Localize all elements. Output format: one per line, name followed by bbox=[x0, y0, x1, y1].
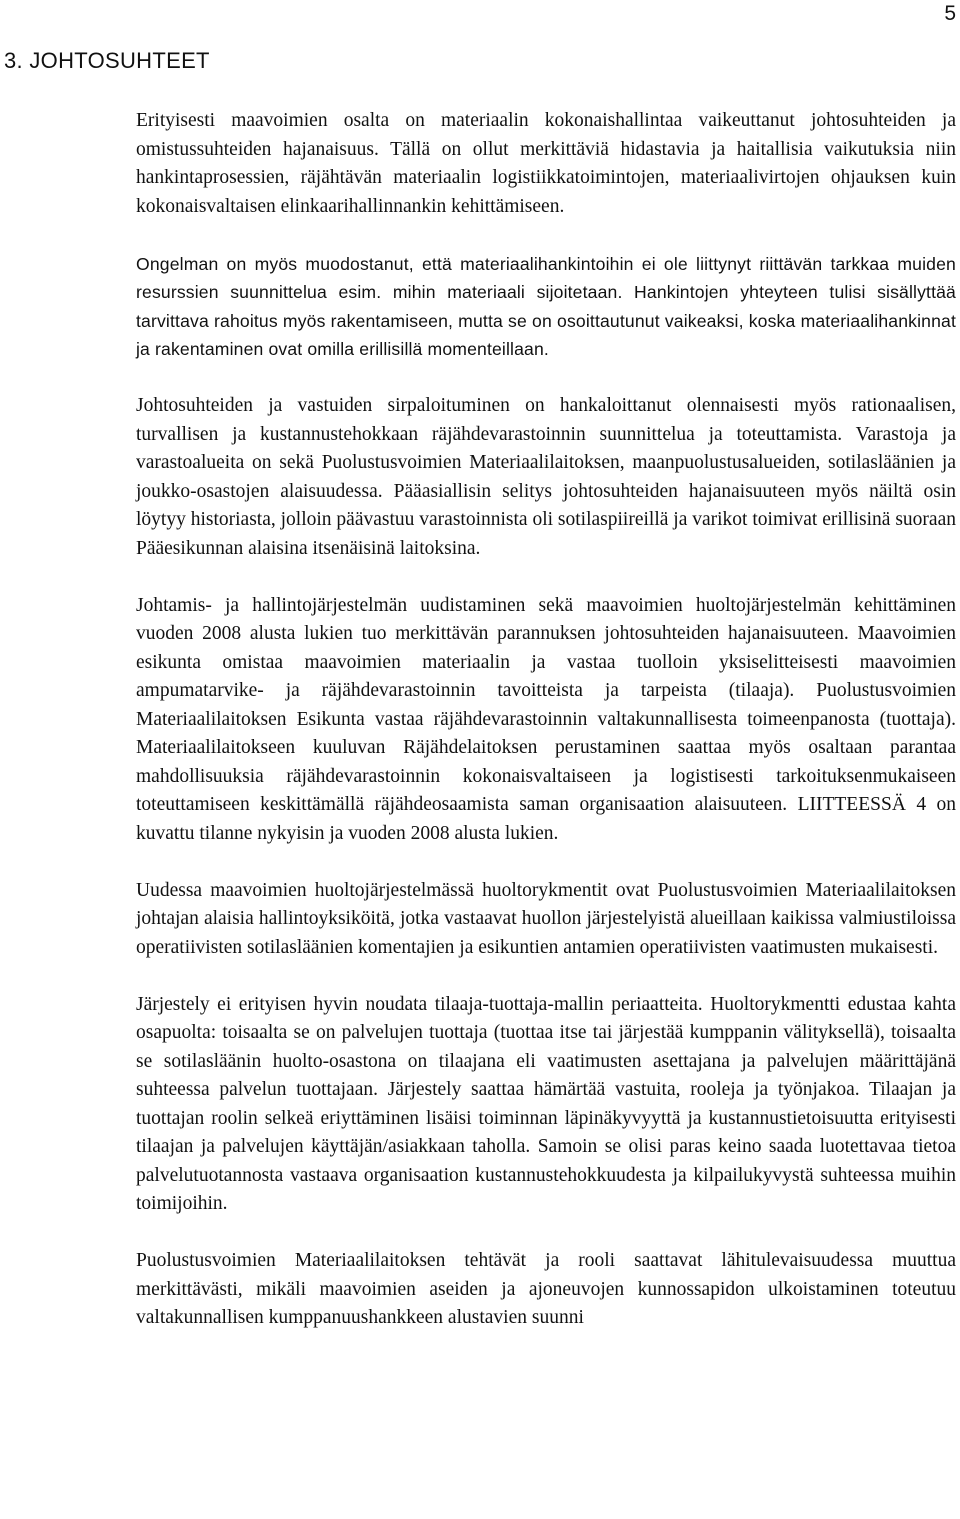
paragraph-2: Ongelman on myös muodostanut, että materiaalihankintoihin ei ole liittynyt riittävän tarkkaa muiden resurssien suunnittelua esim. mihin materiaali sijoitetaan. Hankintojen yhteyteen tulisi sisällyttää tarvittava rahoitus myös rakentamiseen, mutta se on osoittautunut vaikeaksi, koska materiaalihankinnat ja rakentaminen ovat omilla erillisillä momenteillaan. bbox=[136, 253, 956, 359]
paragraph-4: Johtamis- ja hallintojärjestelmän uudistaminen sekä maavoimien huoltojärjestelmän kehittäminen vuoden 2008 alusta lukien tuo merkittävän parannuksen johtosuhteiden hajanaisuuteen. Maavoimien esikunta omistaa maavoimien materiaalin ja vastaa tuolloin yksiselitteisesti maavoimien ampumatarvike- ja räjähdevarastoinnin tavoitteista ja tarpeista (tilaaja). Puolustusvoimien Materiaalilaitoksen Esikunta vastaa räjähdevarastoinnin valtakunnallisesta toimeenpanosta (tuottaja). Materiaalilaitokseen kuuluvan Räjähdelaitoksen perustaminen saattaa myös osaltaan parantaa mahdollisuuksia räjähdevarastoinnin kokonaisvaltaiseen ja logistisesti tarkoituksenmukaiseen toteuttamiseen keskittämällä räjähdeosaamista saman organisaation alaisuuteen. LIITTEESSÄ 4 on kuvattu tilanne nykyisin ja vuoden 2008 alusta lukien. bbox=[136, 594, 956, 844]
page-number: 5 bbox=[944, 2, 956, 25]
paragraph-1: Erityisesti maavoimien osalta on materiaalin kokonaishallintaa vaikeuttanut johtosuhteiden ja omistussuhteiden hajanaisuus. Tällä on ollut merkittäviä hidastavia ja haitallisia vaikutuksia niin hankintaprosessien, räjähtävän materiaalin logistiikkatoimintojen, materiaalivirtojen ohjauksen kuin kokonaisvaltaisen elinkaarihallinnankin kehittämiseen. bbox=[136, 110, 956, 217]
paragraph-3: Johtosuhteiden ja vastuiden sirpaloituminen on hankaloittanut olennaisesti myös rationaalisen, turvallisen ja kustannustehokkaan räjähdevarastoinnin suunnittelua ja toteuttamista. Varastoja ja varastoalueita on sekä Puolustusvoimien Materiaalilaitoksen, maanpuolustusalueiden, sotilasläänien ja joukko-osastojen alaisuudessa. Pääasiallisin selitys johtosuhteiden hajanaisuuteen myös näiltä osin löytyy historiasta, jolloin päävastuu varastoinnista oli sotilaspiireillä ja varikot toimivat erillisinä suoraan Pääesikunnan alaisina itsenäisinä laitoksina. bbox=[136, 395, 956, 559]
body-text bbox=[136, 107, 956, 1361]
paragraph-5: Uudessa maavoimien huoltojärjestelmässä huoltorykmentit ovat Puolustusvoimien Materiaalilaitoksen johtajan alaisia hallintoyksiköitä, jotka vastaavat huollon järjestelyistä alueillaan kaikissa valmiustiloissa operatiivisten sotilasläänien komentajien ja esikuntien antamien operatiivisten vaatimusten mukaisesti. bbox=[136, 879, 956, 958]
paragraph-6: Järjestely ei erityisen hyvin noudata tilaaja-tuottaja-mallin periaatteita. Huoltorykmentti edustaa kahta osapuolta: toisaalta se on palvelujen tuottaja (tuottaa itse tai järjestää kumppanin välityksellä), toisaalta se sotilasläänin huolto-osastona on tilaajana eli vaatimusten asettajana ja palvelujen määrittäjänä suhteessa palvelun tuottajaan. Järjestely saattaa hämärtää vastuita, rooleja ja työnjakoa. Tilaajan ja tuottajan roolin selkeä eriyttäminen lisäisi toiminnan läpinäkyvyyttä ja kustannustietoisuutta erityisesti tilaajan ja palvelujen käyttäjän/asiakkaan taholla. Samoin se olisi paras keino saada luotettavaa tietoa palvelutuotannosta vastaava organisaation kustannustehokkuudesta ja kilpailukyvystä suhteessa muihin toimijoihin. bbox=[136, 993, 956, 1214]
paragraph-7: Puolustusvoimien Materiaalilaitoksen tehtävät ja rooli saattavat lähitulevaisuudessa muuttua merkittävästi, mikäli maavoimien aseiden ja ajoneuvojen kunnossapidon ulkoistaminen toteutuu valtakunnallisen kumppanuushankkeen alustavien suunni bbox=[136, 1250, 956, 1328]
section-heading: 3. JOHTOSUHTEET bbox=[4, 48, 210, 73]
